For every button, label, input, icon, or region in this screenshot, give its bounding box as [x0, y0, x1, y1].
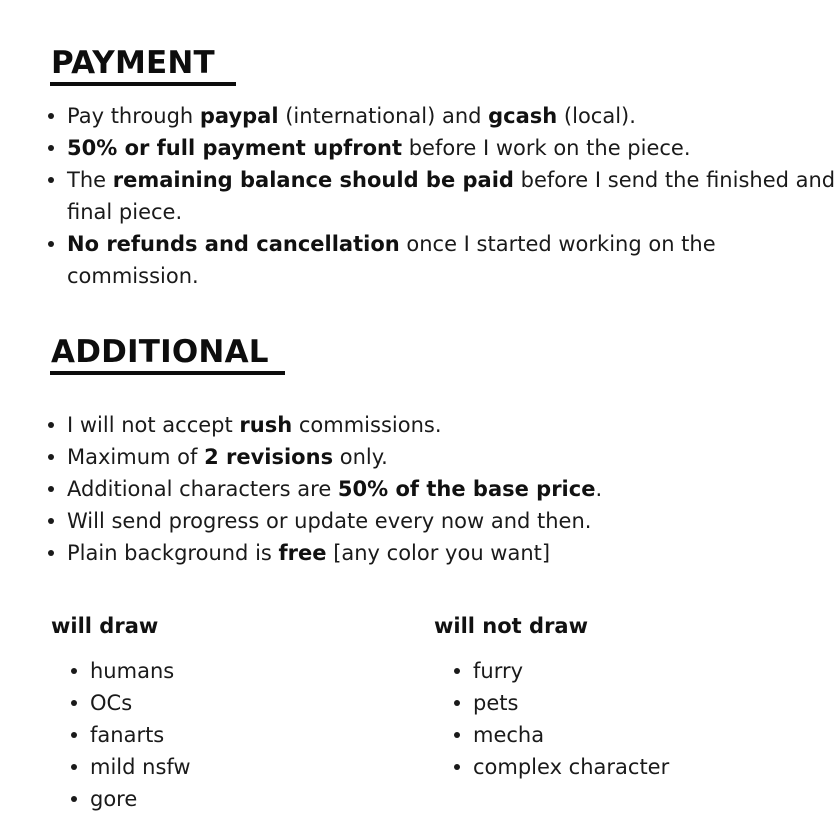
will-not-draw-item: complex character [473, 751, 833, 783]
emphasis-text: paypal [199, 104, 279, 128]
will-draw-item: OCs [90, 687, 410, 719]
item-text: [any color you want] [326, 541, 551, 565]
item-text: once I started working on the commission. [67, 232, 716, 288]
will-not-draw-heading: will not draw [434, 614, 588, 638]
item-text: Pay through [67, 104, 200, 128]
item-text: Will send progress or update every now and then. [67, 509, 592, 533]
additional-heading: ADDITIONAL [51, 334, 269, 370]
item-text: Maximum of [67, 445, 205, 469]
additional-item [67, 441, 837, 473]
item-text: before I send the finished and final piece. [67, 168, 836, 224]
emphasis-text: No refunds and cancellation [67, 232, 400, 256]
emphasis-text: 2 revisions [204, 445, 334, 469]
item-text: commissions. [292, 413, 442, 437]
will-draw-item: gore [90, 783, 410, 815]
emphasis-text: 50% or full payment upfront [67, 136, 403, 160]
item-text: before I work on the piece. [402, 136, 691, 160]
item-text: I will not accept [67, 413, 240, 437]
item-text: (local). [557, 104, 636, 128]
will-draw-item: humans [90, 655, 410, 687]
additional-item [67, 537, 837, 569]
emphasis-text: remaining balance should be paid [112, 168, 514, 192]
emphasis-text: gcash [488, 104, 558, 128]
will-not-draw-item: pets [473, 687, 833, 719]
item-text: . [595, 477, 603, 501]
will-not-draw-item: furry [473, 655, 833, 687]
item-text: only. [333, 445, 388, 469]
item-text: Plain background is [67, 541, 279, 565]
payment-item [67, 164, 837, 228]
additional-item [67, 409, 837, 441]
additional-list [67, 409, 837, 569]
additional-item [67, 473, 837, 505]
additional-heading-underline [50, 371, 285, 375]
will-draw-heading: will draw [51, 614, 159, 638]
payment-list [67, 100, 837, 292]
will-draw-list [90, 655, 410, 815]
payment-heading: PAYMENT [51, 45, 215, 81]
item-text: Additional characters are [67, 477, 338, 501]
will-draw-item: mild nsfw [90, 751, 410, 783]
item-text: The [67, 168, 113, 192]
will-not-draw-list [473, 655, 833, 783]
payment-heading-underline [50, 82, 236, 86]
will-draw-item: fanarts [90, 719, 410, 751]
payment-item [67, 100, 837, 132]
emphasis-text: rush [239, 413, 293, 437]
will-not-draw-item: mecha [473, 719, 833, 751]
payment-item [67, 132, 837, 164]
additional-item [67, 505, 837, 537]
emphasis-text: free [278, 541, 327, 565]
emphasis-text: 50% of the base price [337, 477, 596, 501]
item-text: (international) and [278, 104, 489, 128]
payment-item [67, 228, 837, 292]
